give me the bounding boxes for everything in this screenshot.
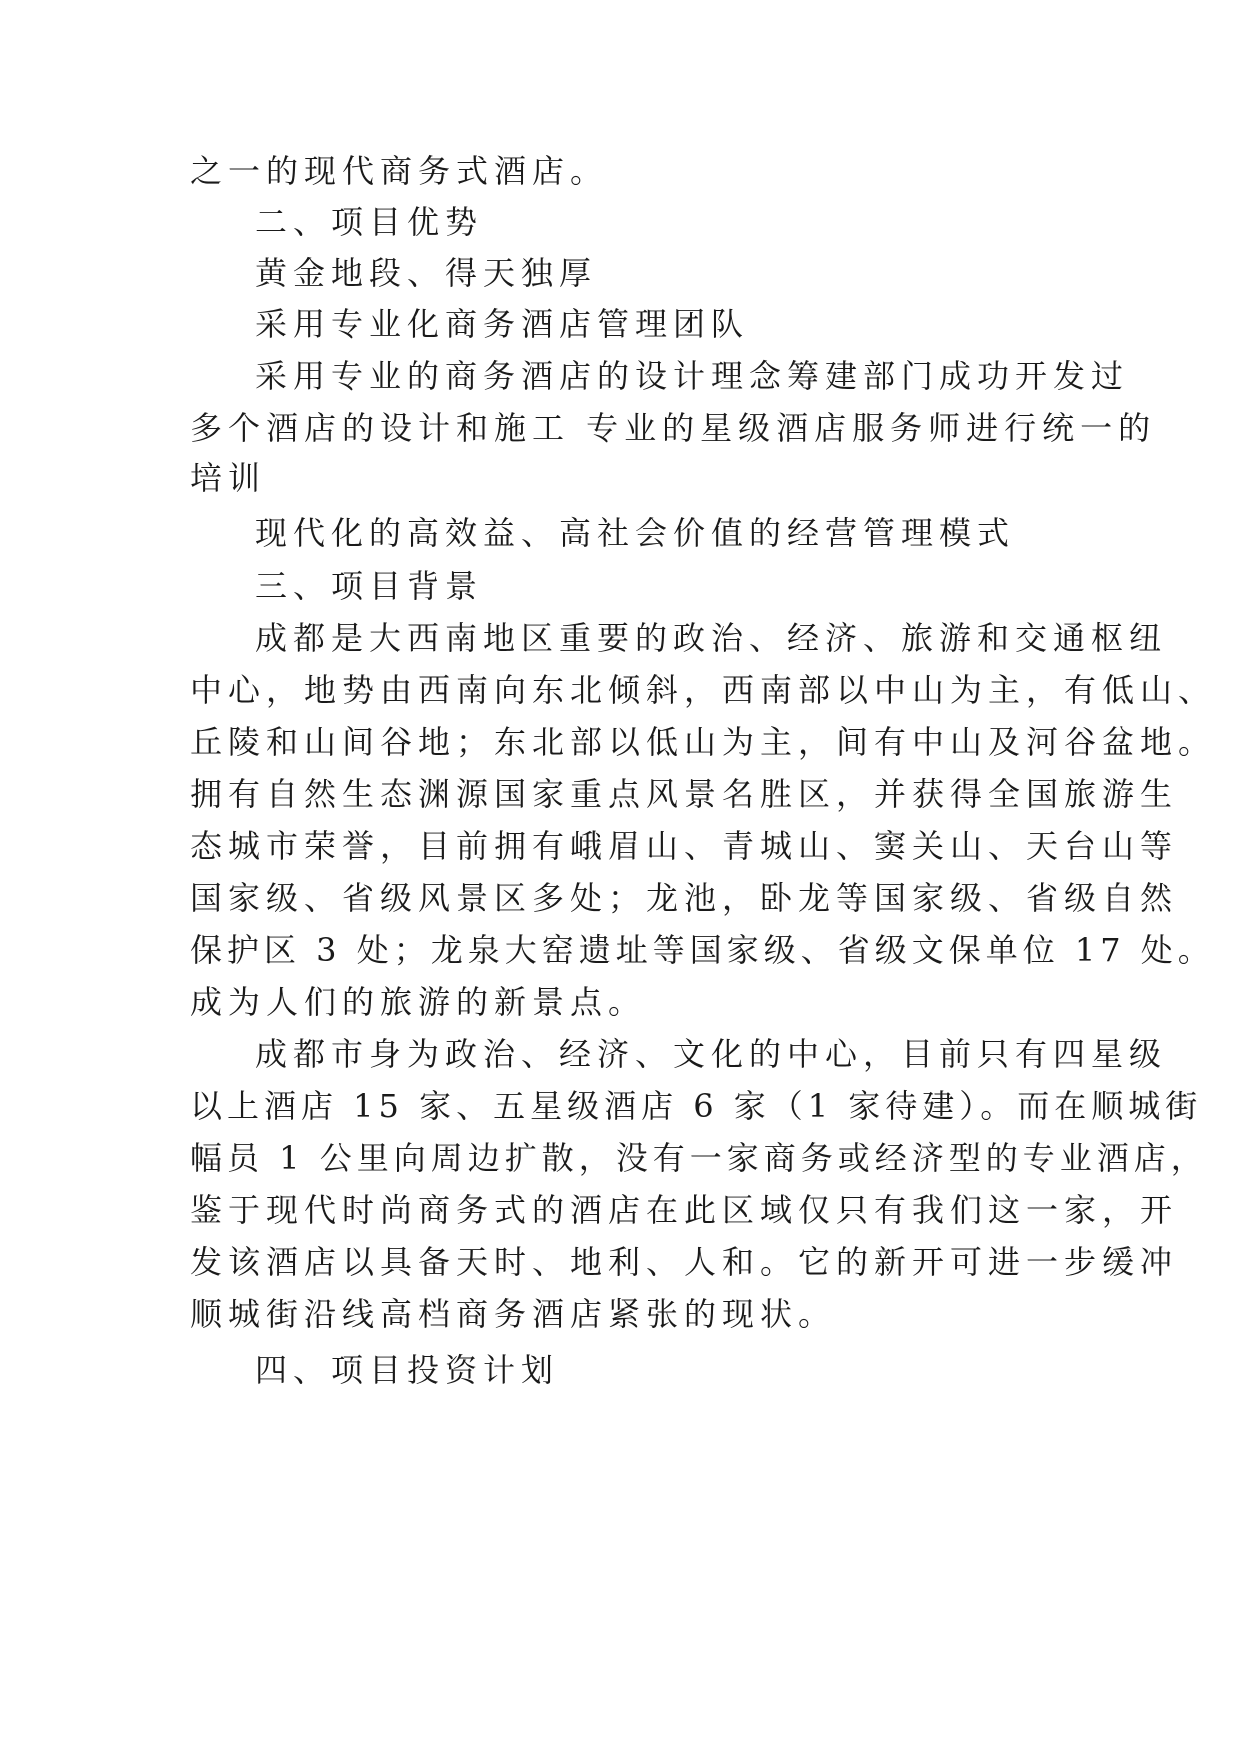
paragraph-line: 采用专业化商务酒店管理团队 [255, 305, 750, 343]
paragraph-line: 以上酒店 15 家、五星级酒店 6 家（1 家待建）。而在顺城街 [190, 1087, 1203, 1125]
paragraph-line: 成为人们的旅游的新景点。 [190, 983, 647, 1021]
paragraph-line: 多个酒店的设计和施工 专业的星级酒店服务师进行统一的 [190, 409, 1157, 447]
section-heading: 二、项目优势 [255, 203, 484, 241]
paragraph-line: 态城市荣誉，目前拥有峨眉山、青城山、窦关山、天台山等 [190, 827, 1179, 865]
section-heading: 三、项目背景 [255, 567, 484, 605]
paragraph-line: 国家级、省级风景区多处；龙池，卧龙等国家级、省级自然 [190, 879, 1179, 917]
paragraph-line: 采用专业的商务酒店的设计理念筹建部门成功开发过 [255, 357, 1130, 395]
paragraph-line: 之一的现代商务式酒店。 [190, 152, 609, 190]
paragraph-line: 培训 [190, 459, 267, 497]
paragraph-line: 拥有自然生态渊源国家重点风景名胜区，并获得全国旅游生 [190, 775, 1179, 813]
paragraph-line: 中心，地势由西南向东北倾斜，西南部以中山为主，有低山、 [190, 671, 1217, 709]
paragraph-line: 成都是大西南地区重要的政治、经济、旅游和交通枢纽 [255, 619, 1168, 657]
paragraph-line: 丘陵和山间谷地；东北部以低山为主，间有中山及河谷盆地。 [190, 723, 1217, 761]
paragraph-line: 现代化的高效益、高社会价值的经营管理模式 [255, 514, 1016, 552]
paragraph-line: 保护区 3 处；龙泉大窑遗址等国家级、省级文保单位 17 处。 [190, 931, 1215, 969]
paragraph-line: 发该酒店以具备天时、地利、人和。它的新开可进一步缓冲 [190, 1243, 1179, 1281]
paragraph-line: 顺城街沿线高档商务酒店紧张的现状。 [190, 1295, 837, 1333]
paragraph-line: 幅员 1 公里向周边扩散，没有一家商务或经济型的专业酒店， [190, 1139, 1208, 1177]
paragraph-line: 黄金地段、得天独厚 [255, 254, 598, 292]
paragraph-line: 鉴于现代时尚商务式的酒店在此区域仅只有我们这一家，开 [190, 1191, 1179, 1229]
paragraph-line: 成都市身为政治、经济、文化的中心，目前只有四星级 [255, 1035, 1168, 1073]
section-heading: 四、项目投资计划 [255, 1351, 560, 1389]
